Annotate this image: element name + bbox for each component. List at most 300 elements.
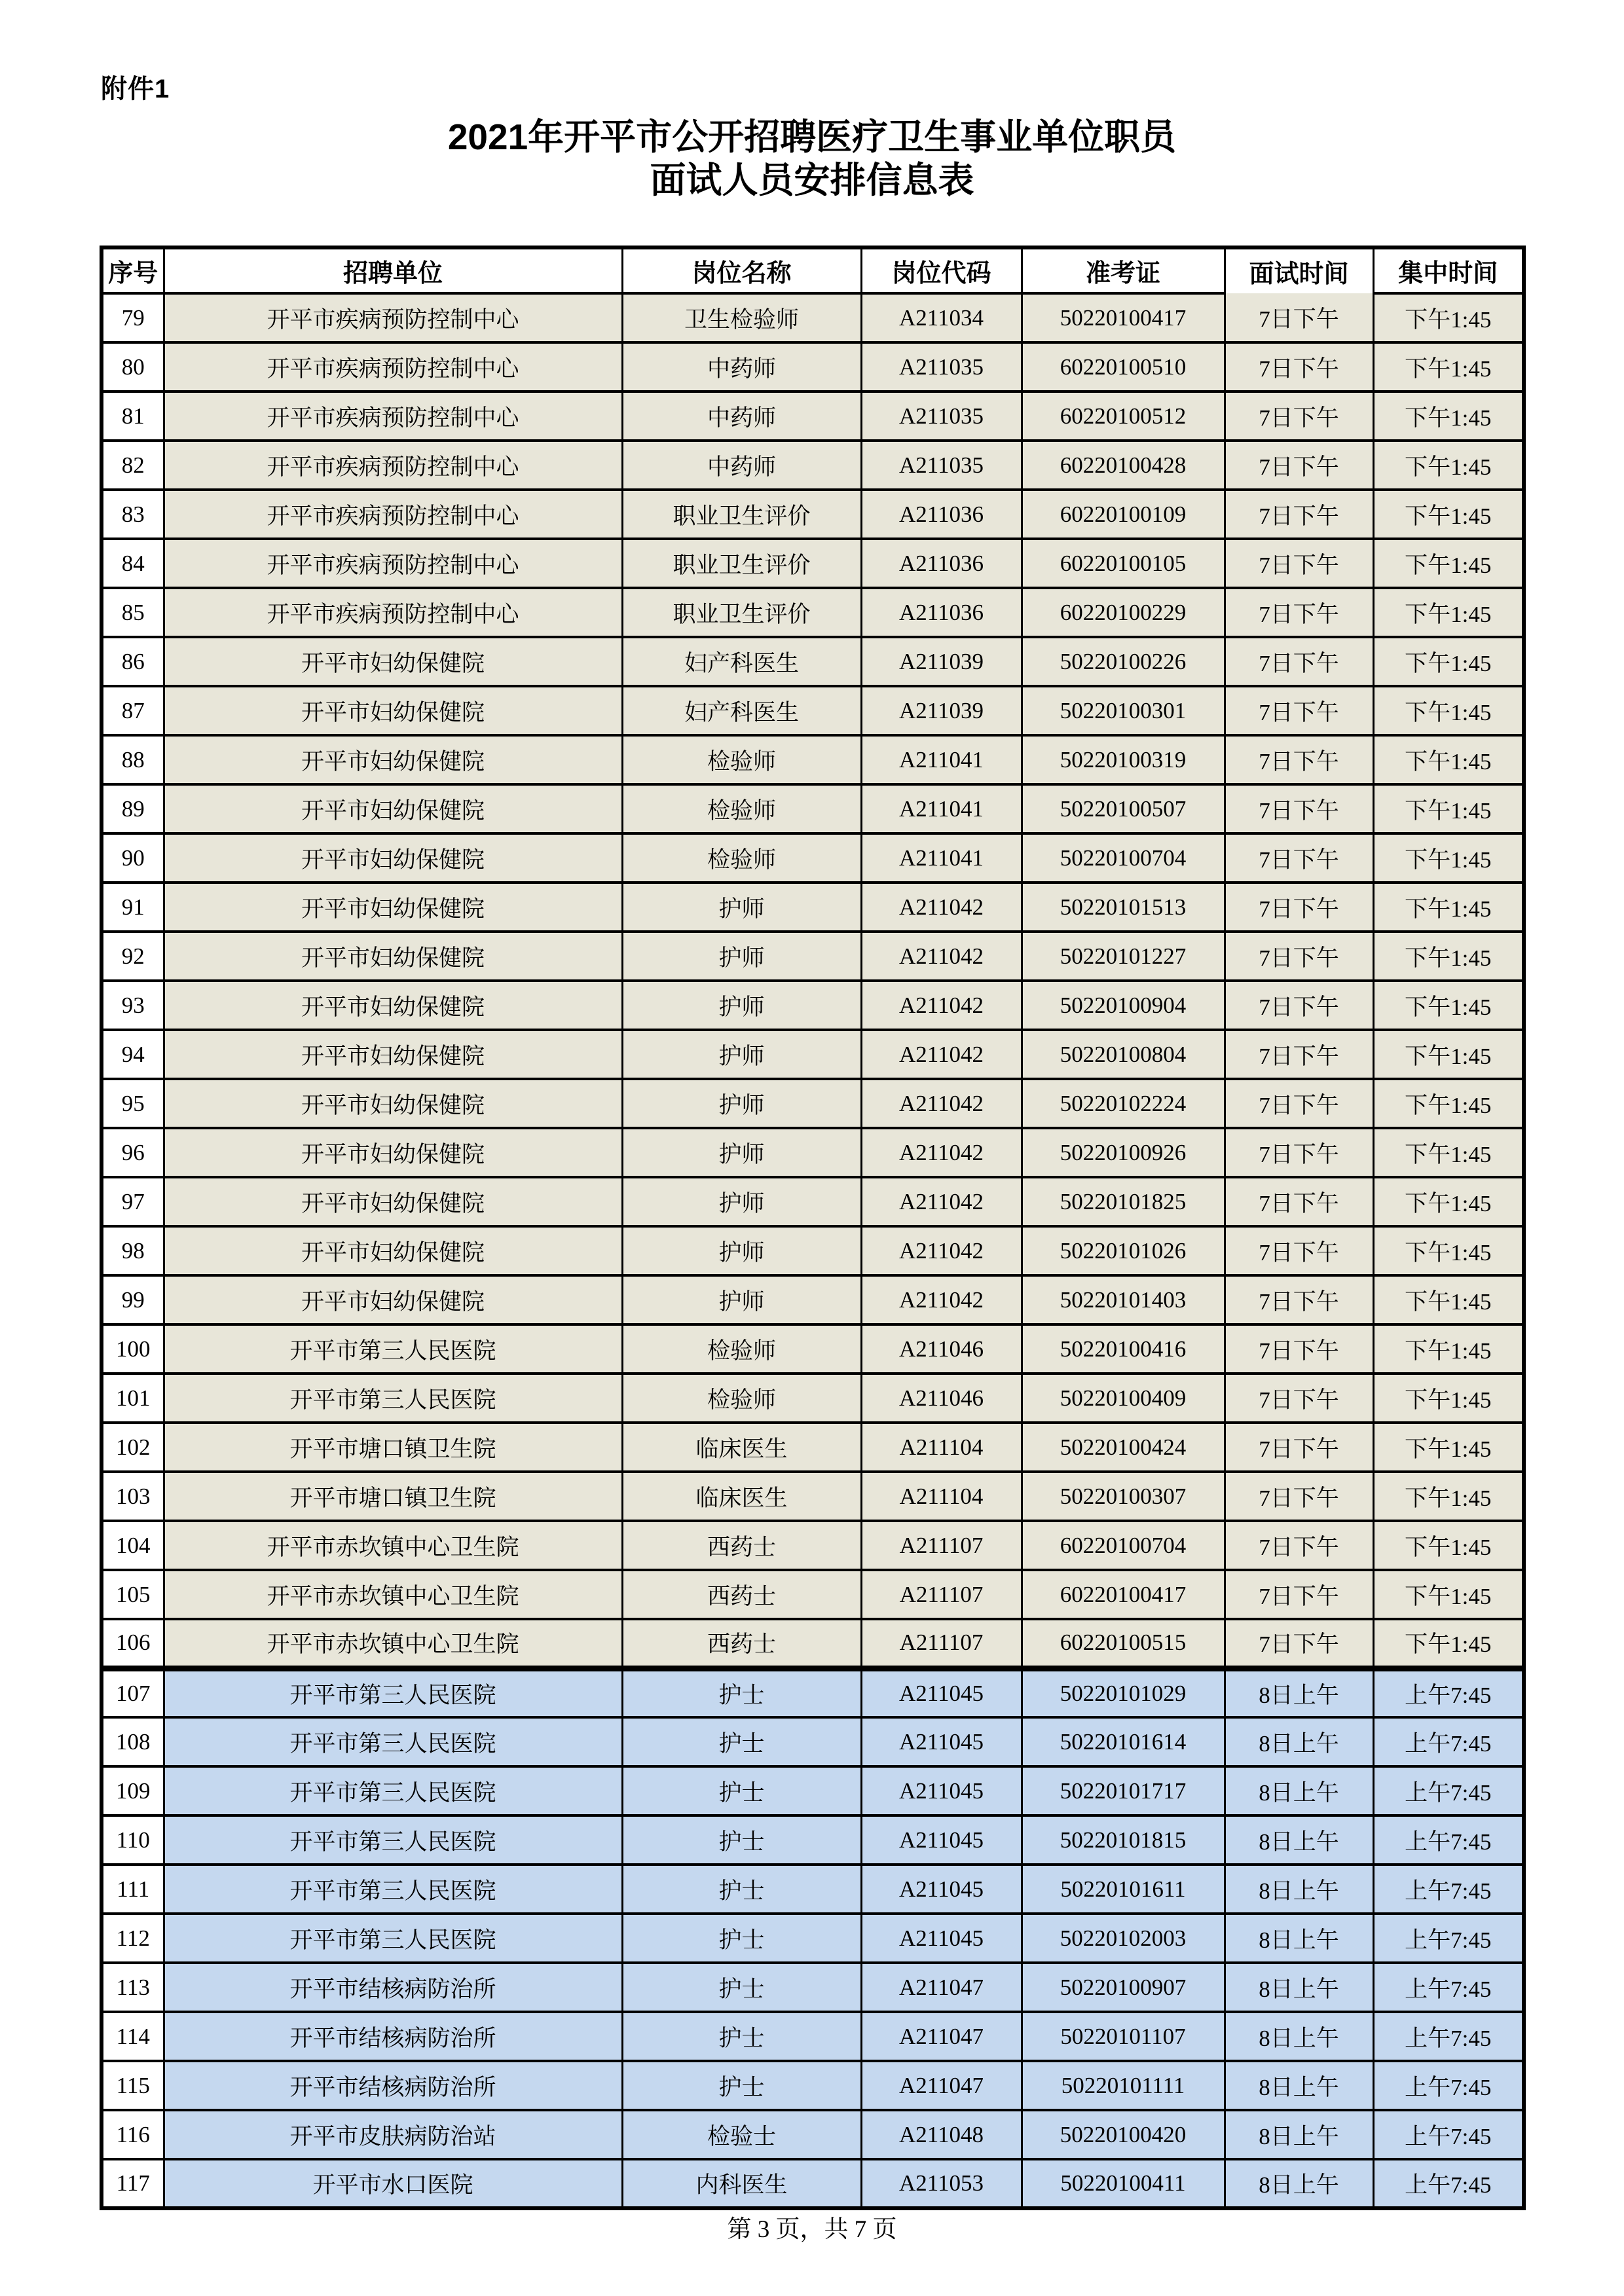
cell-position: 护士 [622,1963,861,2012]
cell-unit: 开平市赤坎镇中心卫生院 [164,1619,622,1668]
table-row [101,1472,1524,1521]
cell-unit: 开平市妇幼保健院 [164,1177,622,1226]
cell-code: A211045 [861,1865,1022,1914]
cell-no: 111 [101,1865,164,1914]
column-header-ticket: 准考证 [1022,247,1225,293]
cell-ticket: 60220100512 [1022,392,1225,441]
cell-interview-time: 7日下午 [1225,981,1373,1030]
cell-code: A211045 [861,1668,1022,1717]
cell-position: 妇产科医生 [622,686,861,735]
column-header-code: 岗位代码 [861,247,1022,293]
cell-ticket: 60220100515 [1022,1619,1225,1668]
cell-interview-time: 7日下午 [1225,1177,1373,1226]
cell-assembly-time: 下午1:45 [1373,1226,1524,1275]
cell-assembly-time: 上午7:45 [1373,2061,1524,2110]
cell-interview-time: 7日下午 [1225,441,1373,490]
cell-unit: 开平市第三人民医院 [164,1374,622,1423]
cell-assembly-time: 上午7:45 [1373,1815,1524,1865]
cell-position: 护师 [622,981,861,1030]
cell-interview-time: 8日上午 [1225,2061,1373,2110]
cell-interview-time: 8日上午 [1225,1963,1373,2012]
cell-no: 79 [101,293,164,342]
cell-interview-time: 7日下午 [1225,1423,1373,1472]
cell-position: 检验师 [622,833,861,883]
cell-assembly-time: 下午1:45 [1373,1619,1524,1668]
cell-assembly-time: 下午1:45 [1373,1374,1524,1423]
cell-assembly-time: 下午1:45 [1373,637,1524,686]
cell-code: A211039 [861,686,1022,735]
cell-ticket: 50220100409 [1022,1374,1225,1423]
table-row [101,981,1524,1030]
cell-position: 护士 [622,1766,861,1815]
cell-no: 100 [101,1324,164,1374]
cell-no: 96 [101,1128,164,1177]
cell-ticket: 50220102224 [1022,1079,1225,1128]
cell-position: 职业卫生评价 [622,490,861,539]
table-row [101,1226,1524,1275]
cell-position: 护师 [622,932,861,981]
table-row [101,2159,1524,2208]
table-row [101,2012,1524,2061]
cell-ticket: 50220100907 [1022,1963,1225,2012]
table-row [101,1275,1524,1324]
cell-position: 检验士 [622,2110,861,2159]
table-row [101,637,1524,686]
cell-no: 91 [101,883,164,932]
cell-code: A211041 [861,833,1022,883]
cell-ticket: 50220100417 [1022,293,1225,342]
table-row [101,490,1524,539]
table-row [101,1963,1524,2012]
cell-no: 102 [101,1423,164,1472]
table-row [101,1619,1524,1668]
cell-code: A211035 [861,441,1022,490]
cell-interview-time: 7日下午 [1225,932,1373,981]
cell-unit: 开平市妇幼保健院 [164,686,622,735]
cell-interview-time: 7日下午 [1225,1521,1373,1570]
table-row [101,342,1524,392]
cell-no: 81 [101,392,164,441]
cell-assembly-time: 下午1:45 [1373,1177,1524,1226]
cell-unit: 开平市水口医院 [164,2159,622,2208]
table-row [101,883,1524,932]
table-row [101,1374,1524,1423]
cell-code: A211045 [861,1717,1022,1766]
cell-code: A211047 [861,1963,1022,2012]
cell-position: 护师 [622,883,861,932]
cell-position: 中药师 [622,392,861,441]
cell-code: A211053 [861,2159,1022,2208]
cell-position: 护师 [622,1177,861,1226]
cell-no: 94 [101,1030,164,1079]
cell-position: 护士 [622,2061,861,2110]
cell-code: A211042 [861,1030,1022,1079]
table-row [101,735,1524,784]
cell-code: A211104 [861,1472,1022,1521]
cell-assembly-time: 下午1:45 [1373,588,1524,637]
cell-unit: 开平市第三人民医院 [164,1865,622,1914]
cell-no: 92 [101,932,164,981]
cell-assembly-time: 下午1:45 [1373,1128,1524,1177]
cell-unit: 开平市第三人民医院 [164,1324,622,1374]
cell-interview-time: 7日下午 [1225,539,1373,588]
cell-assembly-time: 下午1:45 [1373,883,1524,932]
table-row [101,2061,1524,2110]
cell-interview-time: 7日下午 [1225,293,1373,342]
cell-no: 113 [101,1963,164,2012]
table-row [101,539,1524,588]
cell-no: 95 [101,1079,164,1128]
cell-position: 西药士 [622,1619,861,1668]
cell-assembly-time: 上午7:45 [1373,2110,1524,2159]
cell-unit: 开平市第三人民医院 [164,1815,622,1865]
cell-interview-time: 7日下午 [1225,490,1373,539]
cell-code: A211042 [861,1177,1022,1226]
cell-code: A211045 [861,1914,1022,1963]
cell-code: A211047 [861,2061,1022,2110]
cell-code: A211041 [861,735,1022,784]
cell-ticket: 50220100926 [1022,1128,1225,1177]
table-row [101,1570,1524,1619]
cell-no: 80 [101,342,164,392]
cell-no: 117 [101,2159,164,2208]
cell-ticket: 60220100704 [1022,1521,1225,1570]
cell-code: A211045 [861,1766,1022,1815]
cell-interview-time: 8日上午 [1225,2159,1373,2208]
cell-interview-time: 7日下午 [1225,637,1373,686]
cell-ticket: 50220101513 [1022,883,1225,932]
cell-code: A211107 [861,1521,1022,1570]
cell-position: 临床医生 [622,1423,861,1472]
cell-ticket: 50220101403 [1022,1275,1225,1324]
cell-no: 98 [101,1226,164,1275]
cell-no: 87 [101,686,164,735]
cell-ticket: 50220101227 [1022,932,1225,981]
cell-code: A211046 [861,1374,1022,1423]
cell-unit: 开平市妇幼保健院 [164,735,622,784]
cell-position: 中药师 [622,441,861,490]
cell-no: 90 [101,833,164,883]
cell-assembly-time: 上午7:45 [1373,1914,1524,1963]
cell-assembly-time: 下午1:45 [1373,490,1524,539]
cell-assembly-time: 下午1:45 [1373,1423,1524,1472]
cell-position: 职业卫生评价 [622,539,861,588]
cell-position: 检验师 [622,1374,861,1423]
cell-no: 107 [101,1668,164,1717]
cell-no: 101 [101,1374,164,1423]
cell-interview-time: 8日上午 [1225,1717,1373,1766]
cell-interview-time: 8日上午 [1225,1865,1373,1914]
cell-ticket: 60220100229 [1022,588,1225,637]
cell-no: 116 [101,2110,164,2159]
cell-interview-time: 7日下午 [1225,342,1373,392]
cell-ticket: 50220101717 [1022,1766,1225,1815]
cell-unit: 开平市疾病预防控制中心 [164,539,622,588]
cell-position: 西药士 [622,1570,861,1619]
cell-code: A211039 [861,637,1022,686]
table-row [101,293,1524,342]
page-title-line1: 2021年开平市公开招聘医疗卫生事业单位职员 [447,117,1177,157]
cell-interview-time: 7日下午 [1225,1079,1373,1128]
cell-assembly-time: 下午1:45 [1373,981,1524,1030]
table-row [101,441,1524,490]
cell-unit: 开平市第三人民医院 [164,1914,622,1963]
cell-assembly-time: 下午1:45 [1373,1275,1524,1324]
cell-assembly-time: 下午1:45 [1373,932,1524,981]
table-row [101,1766,1524,1815]
cell-unit: 开平市妇幼保健院 [164,637,622,686]
cell-unit: 开平市第三人民医院 [164,1668,622,1717]
cell-code: A211042 [861,1079,1022,1128]
cell-ticket: 50220101614 [1022,1717,1225,1766]
cell-position: 妇产科医生 [622,637,861,686]
cell-ticket: 50220101026 [1022,1226,1225,1275]
cell-position: 护士 [622,1668,861,1717]
cell-assembly-time: 下午1:45 [1373,1570,1524,1619]
table-row [101,833,1524,883]
column-header-interview-time: 面试时间 [1225,247,1373,293]
cell-interview-time: 7日下午 [1225,392,1373,441]
cell-ticket: 50220100424 [1022,1423,1225,1472]
cell-unit: 开平市妇幼保健院 [164,1226,622,1275]
cell-no: 97 [101,1177,164,1226]
cell-position: 护士 [622,1914,861,1963]
cell-code: A211045 [861,1815,1022,1865]
table-body [101,293,1524,2208]
cell-no: 110 [101,1815,164,1865]
cell-unit: 开平市皮肤病防治站 [164,2110,622,2159]
cell-interview-time: 7日下午 [1225,588,1373,637]
cell-assembly-time: 下午1:45 [1373,1521,1524,1570]
cell-code: A211041 [861,784,1022,833]
cell-assembly-time: 上午7:45 [1373,1668,1524,1717]
page-footer: 第 3 页，共 7 页 [727,2216,897,2243]
table-row [101,1177,1524,1226]
cell-interview-time: 7日下午 [1225,1275,1373,1324]
cell-ticket: 50220100226 [1022,637,1225,686]
cell-position: 护师 [622,1030,861,1079]
cell-ticket: 50220100411 [1022,2159,1225,2208]
cell-unit: 开平市结核病防治所 [164,1963,622,2012]
cell-unit: 开平市疾病预防控制中心 [164,588,622,637]
cell-ticket: 50220100904 [1022,981,1225,1030]
cell-ticket: 50220101611 [1022,1865,1225,1914]
cell-assembly-time: 下午1:45 [1373,1472,1524,1521]
table-header-row [101,247,1524,293]
column-header-unit: 招聘单位 [164,247,622,293]
cell-interview-time: 7日下午 [1225,1030,1373,1079]
cell-interview-time: 7日下午 [1225,1570,1373,1619]
table-row [101,1128,1524,1177]
cell-position: 护师 [622,1079,861,1128]
table-row [101,1423,1524,1472]
cell-assembly-time: 下午1:45 [1373,441,1524,490]
table-row [101,1030,1524,1079]
cell-position: 护士 [622,1815,861,1865]
cell-unit: 开平市赤坎镇中心卫生院 [164,1521,622,1570]
cell-ticket: 50220101107 [1022,2012,1225,2061]
cell-interview-time: 7日下午 [1225,1374,1373,1423]
cell-assembly-time: 下午1:45 [1373,833,1524,883]
cell-unit: 开平市妇幼保健院 [164,981,622,1030]
cell-position: 职业卫生评价 [622,588,861,637]
cell-code: A211036 [861,490,1022,539]
cell-unit: 开平市妇幼保健院 [164,932,622,981]
cell-ticket: 60220100428 [1022,441,1225,490]
cell-no: 82 [101,441,164,490]
cell-no: 112 [101,1914,164,1963]
cell-interview-time: 8日上午 [1225,2110,1373,2159]
cell-no: 104 [101,1521,164,1570]
cell-unit: 开平市疾病预防控制中心 [164,293,622,342]
cell-ticket: 50220101111 [1022,2061,1225,2110]
cell-position: 临床医生 [622,1472,861,1521]
cell-ticket: 60220100510 [1022,342,1225,392]
cell-code: A211042 [861,1226,1022,1275]
cell-position: 中药师 [622,342,861,392]
interview-schedule-table [100,246,1526,2210]
cell-unit: 开平市第三人民医院 [164,1717,622,1766]
cell-code: A211042 [861,883,1022,932]
cell-unit: 开平市结核病防治所 [164,2061,622,2110]
page-title-line2: 面试人员安排信息表 [650,160,974,200]
table-row [101,1324,1524,1374]
table-row [101,1865,1524,1914]
cell-ticket: 50220101029 [1022,1668,1225,1717]
cell-code: A211104 [861,1423,1022,1472]
cell-position: 护师 [622,1275,861,1324]
column-header-position: 岗位名称 [622,247,861,293]
cell-no: 103 [101,1472,164,1521]
cell-interview-time: 7日下午 [1225,686,1373,735]
cell-ticket: 50220100301 [1022,686,1225,735]
cell-unit: 开平市结核病防治所 [164,2012,622,2061]
cell-code: A211035 [861,392,1022,441]
cell-position: 护士 [622,1865,861,1914]
cell-no: 88 [101,735,164,784]
cell-unit: 开平市疾病预防控制中心 [164,342,622,392]
cell-no: 108 [101,1717,164,1766]
cell-assembly-time: 上午7:45 [1373,2012,1524,2061]
cell-assembly-time: 下午1:45 [1373,342,1524,392]
cell-interview-time: 7日下午 [1225,833,1373,883]
table-row [101,932,1524,981]
table-row [101,588,1524,637]
column-header-no: 序号 [101,247,164,293]
cell-code: A211048 [861,2110,1022,2159]
cell-no: 106 [101,1619,164,1668]
cell-interview-time: 7日下午 [1225,1128,1373,1177]
cell-interview-time: 7日下午 [1225,883,1373,932]
table-row [101,1914,1524,1963]
cell-unit: 开平市塘口镇卫生院 [164,1472,622,1521]
cell-ticket: 60220100109 [1022,490,1225,539]
cell-interview-time: 8日上午 [1225,1668,1373,1717]
cell-position: 内科医生 [622,2159,861,2208]
cell-code: A211046 [861,1324,1022,1374]
cell-no: 86 [101,637,164,686]
cell-code: A211042 [861,981,1022,1030]
cell-ticket: 50220101815 [1022,1815,1225,1865]
cell-position: 卫生检验师 [622,293,861,342]
cell-no: 93 [101,981,164,1030]
cell-ticket: 50220100704 [1022,833,1225,883]
cell-unit: 开平市塘口镇卫生院 [164,1423,622,1472]
cell-unit: 开平市疾病预防控制中心 [164,392,622,441]
cell-no: 105 [101,1570,164,1619]
cell-assembly-time: 下午1:45 [1373,1030,1524,1079]
cell-assembly-time: 下午1:45 [1373,1079,1524,1128]
cell-position: 护士 [622,1717,861,1766]
cell-code: A211107 [861,1570,1022,1619]
cell-interview-time: 7日下午 [1225,1324,1373,1374]
cell-interview-time: 7日下午 [1225,1226,1373,1275]
cell-unit: 开平市妇幼保健院 [164,883,622,932]
cell-no: 109 [101,1766,164,1815]
cell-no: 114 [101,2012,164,2061]
cell-assembly-time: 上午7:45 [1373,2159,1524,2208]
cell-assembly-time: 下午1:45 [1373,392,1524,441]
cell-code: A211107 [861,1619,1022,1668]
cell-code: A211035 [861,342,1022,392]
cell-interview-time: 8日上午 [1225,1815,1373,1865]
cell-position: 护师 [622,1128,861,1177]
cell-assembly-time: 上午7:45 [1373,1963,1524,2012]
cell-ticket: 50220100420 [1022,2110,1225,2159]
cell-interview-time: 7日下午 [1225,1472,1373,1521]
cell-interview-time: 7日下午 [1225,784,1373,833]
cell-unit: 开平市赤坎镇中心卫生院 [164,1570,622,1619]
cell-ticket: 50220102003 [1022,1914,1225,1963]
table-row [101,392,1524,441]
cell-ticket: 60220100105 [1022,539,1225,588]
cell-assembly-time: 下午1:45 [1373,784,1524,833]
cell-ticket: 50220100507 [1022,784,1225,833]
cell-interview-time: 8日上午 [1225,1766,1373,1815]
cell-no: 115 [101,2061,164,2110]
table-row [101,1668,1524,1717]
table-row [101,2110,1524,2159]
cell-unit: 开平市疾病预防控制中心 [164,490,622,539]
cell-unit: 开平市妇幼保健院 [164,1275,622,1324]
cell-position: 西药士 [622,1521,861,1570]
table-row [101,784,1524,833]
cell-unit: 开平市妇幼保健院 [164,1030,622,1079]
cell-ticket: 50220100319 [1022,735,1225,784]
cell-unit: 开平市第三人民医院 [164,1766,622,1815]
table-row [101,1079,1524,1128]
cell-ticket: 50220100804 [1022,1030,1225,1079]
cell-position: 检验师 [622,1324,861,1374]
cell-assembly-time: 下午1:45 [1373,735,1524,784]
cell-code: A211042 [861,932,1022,981]
cell-no: 83 [101,490,164,539]
cell-ticket: 60220100417 [1022,1570,1225,1619]
cell-position: 检验师 [622,735,861,784]
cell-assembly-time: 下午1:45 [1373,293,1524,342]
cell-no: 85 [101,588,164,637]
table-row [101,686,1524,735]
cell-no: 99 [101,1275,164,1324]
cell-code: A211036 [861,588,1022,637]
cell-unit: 开平市妇幼保健院 [164,784,622,833]
cell-assembly-time: 下午1:45 [1373,539,1524,588]
cell-interview-time: 7日下午 [1225,735,1373,784]
cell-position: 护师 [622,1226,861,1275]
cell-code: A211034 [861,293,1022,342]
cell-assembly-time: 上午7:45 [1373,1865,1524,1914]
table-row [101,1521,1524,1570]
